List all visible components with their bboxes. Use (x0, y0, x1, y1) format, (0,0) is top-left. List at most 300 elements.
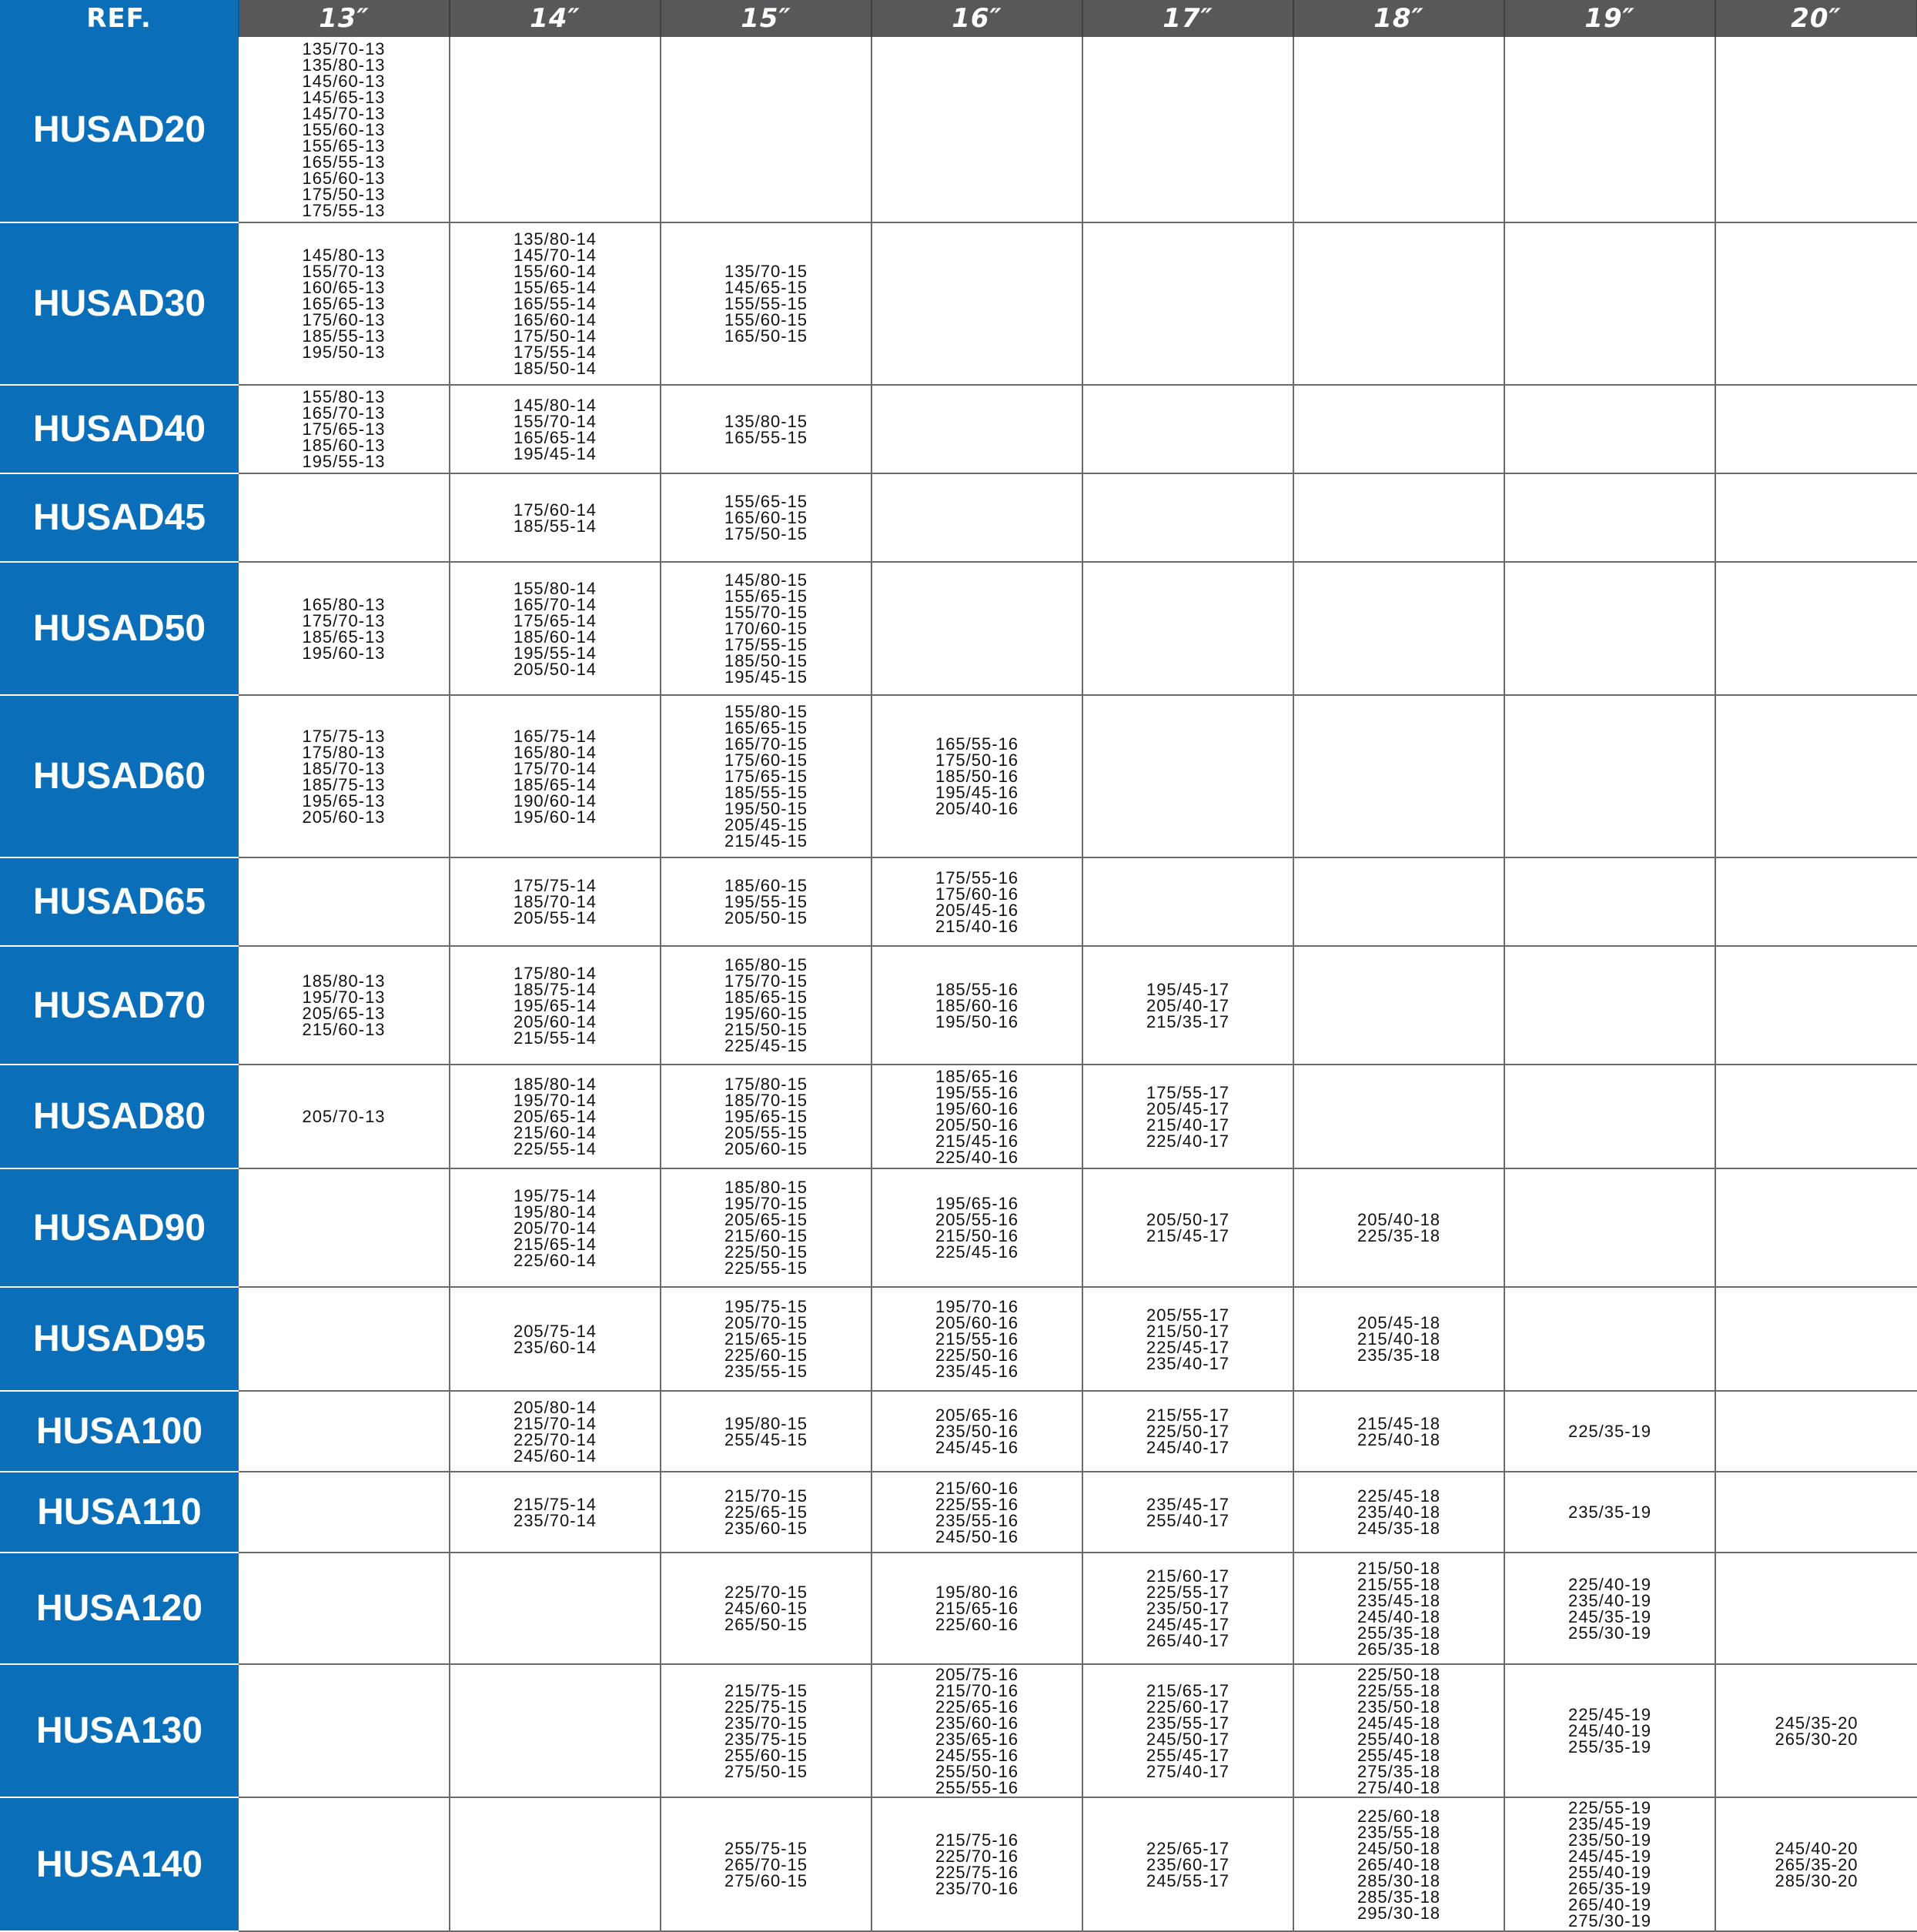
size-cell (1715, 1168, 1917, 1287)
tire-size: 185/60-16 (935, 995, 1019, 1015)
column-header-13: 13″ (239, 0, 450, 37)
tire-size: 215/55-17 (1146, 1406, 1230, 1425)
ref-cell: HUSAD45 (0, 473, 239, 562)
tire-size: 155/65-15 (724, 492, 808, 511)
tire-size: 215/75-16 (935, 1830, 1019, 1850)
tire-size: 235/60-14 (513, 1337, 597, 1357)
tire-size: 255/30-19 (1567, 1623, 1652, 1643)
size-cell (1715, 1472, 1917, 1553)
tire-size: 235/55-16 (935, 1510, 1019, 1530)
table-body (0, 37, 1917, 1931)
tire-size: 215/70-15 (724, 1486, 808, 1506)
tire-size: 205/60-15 (724, 1139, 808, 1158)
size-cell (1715, 37, 1917, 222)
tire-size: 225/70-14 (513, 1429, 597, 1449)
tire-size: 205/40-18 (1357, 1210, 1441, 1229)
tire-size: 175/50-16 (935, 750, 1019, 770)
size-cell (450, 857, 661, 946)
size-cell (1082, 1065, 1293, 1168)
size-cell (1293, 1553, 1504, 1664)
table-row (0, 385, 1917, 473)
tire-size: 175/50-15 (724, 524, 808, 543)
tire-size: 285/35-18 (1357, 1887, 1441, 1907)
size-cell (239, 1168, 450, 1287)
tire-size: 215/65-14 (513, 1234, 597, 1254)
tire-size: 195/60-16 (935, 1098, 1019, 1118)
size-cell (1715, 1065, 1917, 1168)
tire-size: 175/55-13 (302, 200, 386, 220)
ref-cell: HUSA100 (0, 1391, 239, 1472)
tire-size: 175/60-13 (302, 310, 386, 329)
size-cell (1082, 562, 1293, 695)
size-cell (450, 695, 661, 857)
table-row (0, 1065, 1917, 1168)
tire-size: 185/70-13 (302, 758, 386, 778)
size-cell (1293, 1168, 1504, 1287)
size-cell (1293, 1664, 1504, 1797)
tire-size: 225/75-15 (724, 1696, 808, 1716)
tire-size: 225/70-15 (724, 1583, 808, 1602)
tire-size: 190/60-14 (513, 791, 597, 811)
tire-size: 175/55-16 (935, 867, 1019, 887)
tire-size: 225/55-19 (1567, 1798, 1652, 1817)
tire-size: 275/60-15 (724, 1870, 808, 1890)
column-header-18: 18″ (1293, 0, 1504, 37)
tire-size: 205/50-16 (935, 1115, 1019, 1135)
tire-size: 215/70-16 (935, 1680, 1019, 1700)
size-cell (239, 1797, 450, 1931)
tire-size: 245/50-17 (1146, 1729, 1230, 1749)
tire-size: 175/55-15 (724, 635, 808, 654)
size-cell (450, 1664, 661, 1797)
size-cell (450, 1065, 661, 1168)
tire-size: 145/70-14 (513, 246, 597, 265)
size-cell (239, 946, 450, 1065)
ref-cell: HUSAD60 (0, 695, 239, 857)
tire-size: 215/35-17 (1146, 1011, 1230, 1031)
size-cell (661, 1287, 872, 1391)
tire-size: 185/80-14 (513, 1075, 597, 1094)
tire-size: 265/35-18 (1357, 1639, 1441, 1659)
tire-size: 185/75-13 (302, 774, 386, 794)
size-cell (872, 1287, 1082, 1391)
tire-size: 215/60-13 (302, 1020, 386, 1039)
size-cell (450, 1553, 661, 1664)
size-cell (661, 1168, 872, 1287)
size-cell (1715, 473, 1917, 562)
tire-size: 185/50-16 (935, 767, 1019, 786)
size-cell (1504, 946, 1715, 1065)
tire-size: 185/60-15 (724, 876, 808, 895)
tire-size: 245/35-18 (1357, 1519, 1441, 1538)
tire-size: 165/60-13 (302, 168, 386, 188)
size-cell (1082, 857, 1293, 946)
size-cell (1715, 562, 1917, 695)
table-row (0, 1391, 1917, 1472)
ref-cell: HUSAD30 (0, 222, 239, 385)
tire-size: 175/80-13 (302, 742, 386, 762)
tire-size: 225/40-18 (1357, 1429, 1441, 1449)
tire-size: 185/65-13 (302, 627, 386, 647)
ref-cell: HUSAD65 (0, 857, 239, 946)
tire-size: 245/45-18 (1357, 1713, 1441, 1733)
tire-size: 175/65-15 (724, 767, 808, 786)
tire-size: 215/55-16 (935, 1329, 1019, 1349)
size-cell (1504, 1664, 1715, 1797)
size-cell (450, 1797, 661, 1931)
tire-size: 215/75-14 (513, 1494, 597, 1514)
tire-size: 245/45-17 (1146, 1615, 1230, 1634)
tire-size: 185/55-13 (302, 326, 386, 346)
size-cell (661, 857, 872, 946)
tire-size: 170/60-15 (724, 619, 808, 638)
tire-size: 255/60-15 (724, 1745, 808, 1765)
size-cell (1504, 222, 1715, 385)
size-cell (1293, 385, 1504, 473)
tire-size: 215/60-14 (513, 1123, 597, 1142)
tire-size: 215/65-17 (1146, 1680, 1230, 1700)
tire-size: 185/80-15 (724, 1178, 808, 1197)
tire-size: 235/50-17 (1146, 1599, 1230, 1618)
tire-size: 225/45-19 (1567, 1705, 1652, 1724)
tire-size: 155/70-15 (724, 603, 808, 622)
tire-size: 245/45-16 (935, 1438, 1019, 1457)
tire-size: 205/50-15 (724, 908, 808, 928)
size-cell (239, 37, 450, 222)
size-cell (1082, 473, 1293, 562)
tire-size: 155/60-14 (513, 262, 597, 281)
tire-size: 215/45-17 (1146, 1226, 1230, 1245)
tire-size: 235/75-15 (724, 1729, 808, 1749)
tire-size: 255/75-15 (724, 1838, 808, 1858)
tire-size: 195/45-14 (513, 443, 597, 463)
tire-size: 195/60-13 (302, 643, 386, 663)
tire-size: 175/70-15 (724, 971, 808, 991)
tire-size: 145/65-13 (302, 87, 386, 107)
tire-size: 195/80-14 (513, 1202, 597, 1222)
tire-size: 245/55-17 (1146, 1870, 1230, 1890)
tire-size: 225/70-16 (935, 1847, 1019, 1866)
size-cell (450, 946, 661, 1065)
tire-size: 235/45-18 (1357, 1590, 1441, 1610)
ref-cell: HUSA140 (0, 1797, 239, 1931)
tire-size: 205/65-15 (724, 1210, 808, 1229)
tire-size: 195/70-14 (513, 1091, 597, 1110)
tire-size: 225/60-18 (1357, 1806, 1441, 1826)
size-cell (1715, 1664, 1917, 1797)
tire-size: 155/80-15 (724, 702, 808, 721)
tire-size: 195/70-15 (724, 1194, 808, 1213)
tire-size: 255/35-19 (1567, 1737, 1652, 1757)
size-cell (1504, 1391, 1715, 1472)
size-cell (872, 1553, 1082, 1664)
tire-size: 165/70-15 (724, 734, 808, 754)
column-header-16: 16″ (872, 0, 1082, 37)
tire-size: 205/55-17 (1146, 1305, 1230, 1325)
tire-size: 255/45-17 (1146, 1745, 1230, 1765)
tire-size: 215/45-15 (724, 831, 808, 851)
tire-size: 205/60-16 (935, 1313, 1019, 1332)
table-row (0, 37, 1917, 222)
tire-size: 195/65-13 (302, 791, 386, 811)
tire-size: 235/60-17 (1146, 1854, 1230, 1874)
table-row (0, 562, 1917, 695)
tire-size: 245/45-19 (1567, 1847, 1652, 1866)
size-cell (872, 1664, 1082, 1797)
tire-size: 235/60-15 (724, 1519, 808, 1538)
ref-cell: HUSA130 (0, 1664, 239, 1797)
size-cell (1082, 695, 1293, 857)
size-cell (1082, 1553, 1293, 1664)
size-cell (239, 1664, 450, 1797)
tire-size: 245/40-20 (1775, 1838, 1858, 1858)
tire-size: 175/50-13 (302, 184, 386, 204)
size-cell (1504, 857, 1715, 946)
size-cell (661, 1664, 872, 1797)
table-row (0, 946, 1917, 1065)
tire-size: 225/75-16 (935, 1863, 1019, 1882)
column-header-17: 17″ (1082, 0, 1293, 37)
tire-size: 185/55-16 (935, 979, 1019, 999)
tire-size: 205/55-14 (513, 908, 597, 928)
size-cell (1293, 1472, 1504, 1553)
tire-size: 215/60-15 (724, 1226, 808, 1245)
ref-cell: HUSAD90 (0, 1168, 239, 1287)
tire-size: 215/65-16 (935, 1599, 1019, 1618)
size-cell (1504, 695, 1715, 857)
tire-size: 225/65-16 (935, 1696, 1019, 1716)
size-cell (1082, 1797, 1293, 1931)
tire-size: 135/80-15 (724, 411, 808, 431)
size-cell (661, 562, 872, 695)
ref-cell: HUSAD80 (0, 1065, 239, 1168)
tire-size: 205/45-18 (1357, 1313, 1441, 1332)
tire-size: 185/65-14 (513, 774, 597, 794)
size-cell (239, 1287, 450, 1391)
tire-size: 275/40-18 (1357, 1777, 1441, 1797)
tire-size: 175/70-14 (513, 758, 597, 778)
size-cell (872, 222, 1082, 385)
size-cell (1293, 1391, 1504, 1472)
tire-size: 245/35-19 (1567, 1606, 1652, 1626)
tire-size: 165/55-16 (935, 734, 1019, 754)
tire-size: 225/65-17 (1146, 1838, 1230, 1858)
tire-size: 195/50-13 (302, 343, 386, 362)
tire-size: 245/35-20 (1775, 1713, 1858, 1733)
size-cell (1504, 1287, 1715, 1391)
tire-size: 185/80-13 (302, 971, 386, 991)
tire-size: 185/55-15 (724, 783, 808, 802)
tire-size: 165/55-14 (513, 294, 597, 313)
tire-size: 205/75-14 (513, 1321, 597, 1341)
tire-size: 205/70-15 (724, 1313, 808, 1332)
size-cell (661, 1797, 872, 1931)
size-cell (450, 1472, 661, 1553)
ref-cell: HUSAD50 (0, 562, 239, 695)
tire-size: 235/40-17 (1146, 1353, 1230, 1373)
tire-size: 235/55-17 (1146, 1713, 1230, 1733)
tire-size: 185/70-14 (513, 892, 597, 911)
size-cell (1504, 1797, 1715, 1931)
tire-size: 285/30-18 (1357, 1870, 1441, 1890)
tire-size: 185/60-14 (513, 627, 597, 647)
size-cell (1082, 946, 1293, 1065)
tire-size: 145/65-15 (724, 278, 808, 297)
tire-size: 205/60-14 (513, 1011, 597, 1031)
tire-size: 205/70-13 (302, 1107, 386, 1126)
tire-size: 205/60-13 (302, 807, 386, 827)
tire-size: 195/75-15 (724, 1297, 808, 1316)
size-cell (872, 695, 1082, 857)
size-cell (1715, 946, 1917, 1065)
tire-size: 215/55-18 (1357, 1574, 1441, 1594)
size-cell (450, 37, 661, 222)
size-cell (661, 1553, 872, 1664)
tire-size: 235/65-16 (935, 1729, 1019, 1749)
tire-size: 245/40-17 (1146, 1438, 1230, 1457)
tire-size: 195/65-14 (513, 995, 597, 1015)
size-cell (1082, 1287, 1293, 1391)
tire-size: 175/65-14 (513, 610, 597, 630)
ref-cell: HUSA120 (0, 1553, 239, 1664)
tire-size: 205/75-16 (935, 1664, 1019, 1684)
tire-size: 205/50-14 (513, 659, 597, 679)
tire-size: 225/55-15 (724, 1258, 808, 1278)
size-cell (1293, 695, 1504, 857)
tire-size: 195/65-16 (935, 1194, 1019, 1213)
tire-size: 135/80-13 (302, 55, 386, 75)
size-cell (661, 946, 872, 1065)
tire-size: 195/70-16 (935, 1297, 1019, 1316)
tire-size: 165/80-14 (513, 742, 597, 762)
tire-size: 175/50-14 (513, 326, 597, 346)
tire-size: 135/80-14 (513, 229, 597, 249)
tire-size: 195/45-16 (935, 783, 1019, 802)
tire-size: 235/40-18 (1357, 1502, 1441, 1522)
tire-size: 265/40-18 (1357, 1854, 1441, 1874)
tire-size: 215/50-16 (935, 1226, 1019, 1245)
tire-size: 225/60-15 (724, 1345, 808, 1365)
size-cell (450, 562, 661, 695)
size-cell (1082, 37, 1293, 222)
tire-size: 205/40-17 (1146, 995, 1230, 1015)
tire-size: 235/50-16 (935, 1422, 1019, 1441)
tire-size: 185/50-14 (513, 359, 597, 378)
tire-size: 165/65-13 (302, 294, 386, 313)
tire-size: 225/60-14 (513, 1250, 597, 1270)
tire-size: 255/50-16 (935, 1761, 1019, 1781)
tire-size: 205/65-13 (302, 1004, 386, 1023)
tire-size: 165/65-15 (724, 718, 808, 737)
ref-cell: HUSAD95 (0, 1287, 239, 1391)
size-cell (872, 385, 1082, 473)
tire-size: 155/80-13 (302, 387, 386, 406)
column-header-15: 15″ (661, 0, 872, 37)
tire-size: 225/55-18 (1357, 1680, 1441, 1700)
table-row (0, 1287, 1917, 1391)
tire-size: 145/80-15 (724, 570, 808, 590)
tire-size: 155/70-13 (302, 262, 386, 281)
size-cell (661, 695, 872, 857)
tire-size: 175/55-14 (513, 343, 597, 362)
tire-size: 235/45-19 (1567, 1814, 1652, 1833)
size-cell (450, 1168, 661, 1287)
size-cell (1293, 1065, 1504, 1168)
size-cell (1293, 857, 1504, 946)
tire-size: 175/65-13 (302, 419, 386, 439)
size-cell (1293, 222, 1504, 385)
tire-size: 195/80-16 (935, 1583, 1019, 1602)
tire-size: 185/65-15 (724, 988, 808, 1007)
size-cell (239, 473, 450, 562)
tire-size: 225/55-16 (935, 1494, 1019, 1514)
tire-size: 225/50-16 (935, 1345, 1019, 1365)
tire-size: 225/60-17 (1146, 1696, 1230, 1716)
size-cell (1715, 695, 1917, 857)
tire-size: 235/70-16 (935, 1879, 1019, 1898)
header-row (0, 0, 1917, 37)
size-cell (1082, 1664, 1293, 1797)
tire-size: 165/80-13 (302, 594, 386, 614)
size-cell (1082, 1391, 1293, 1472)
tire-size: 205/45-16 (935, 900, 1019, 920)
tire-size: 235/55-15 (724, 1362, 808, 1381)
tire-size: 145/80-14 (513, 395, 597, 415)
tire-size: 225/55-14 (513, 1139, 597, 1158)
tire-size: 165/55-13 (302, 152, 386, 172)
size-cell (1715, 1797, 1917, 1931)
tire-size: 215/40-18 (1357, 1329, 1441, 1349)
size-cell (1504, 1065, 1715, 1168)
size-cell (450, 473, 661, 562)
tire-size: 225/50-15 (724, 1242, 808, 1262)
tire-size: 195/75-14 (513, 1185, 597, 1205)
tire-size: 205/55-15 (724, 1123, 808, 1142)
size-cell (1082, 1168, 1293, 1287)
tire-size: 160/65-13 (302, 278, 386, 297)
tire-size: 135/70-15 (724, 262, 808, 281)
tire-size: 145/70-13 (302, 103, 386, 123)
size-cell (239, 222, 450, 385)
tire-size: 165/50-15 (724, 326, 808, 346)
tire-size: 145/80-13 (302, 246, 386, 265)
ref-cell: HUSAD40 (0, 385, 239, 473)
size-cell (239, 562, 450, 695)
tire-size: 205/55-16 (935, 1210, 1019, 1229)
tire-size: 235/50-18 (1357, 1696, 1441, 1716)
tire-size: 255/40-18 (1357, 1729, 1441, 1749)
tire-size: 225/45-17 (1146, 1337, 1230, 1357)
table-row (0, 1472, 1917, 1553)
tire-size: 175/80-15 (724, 1075, 808, 1094)
table-row (0, 222, 1917, 385)
tire-size: 195/50-15 (724, 799, 808, 818)
ref-cell: HUSAD70 (0, 946, 239, 1065)
tire-size: 225/45-15 (724, 1036, 808, 1055)
size-cell (1082, 1472, 1293, 1553)
tire-size: 225/45-18 (1357, 1486, 1441, 1506)
tire-size: 165/60-15 (724, 508, 808, 527)
tire-size: 245/40-18 (1357, 1606, 1441, 1626)
size-cell (661, 1472, 872, 1553)
tire-size: 215/45-16 (935, 1131, 1019, 1151)
tire-size: 165/60-14 (513, 310, 597, 329)
tire-size: 225/60-16 (935, 1615, 1019, 1634)
tire-size: 155/80-14 (513, 578, 597, 598)
tire-size: 215/40-17 (1146, 1115, 1230, 1135)
tire-size: 275/40-17 (1146, 1761, 1230, 1781)
tire-size: 195/55-13 (302, 452, 386, 471)
